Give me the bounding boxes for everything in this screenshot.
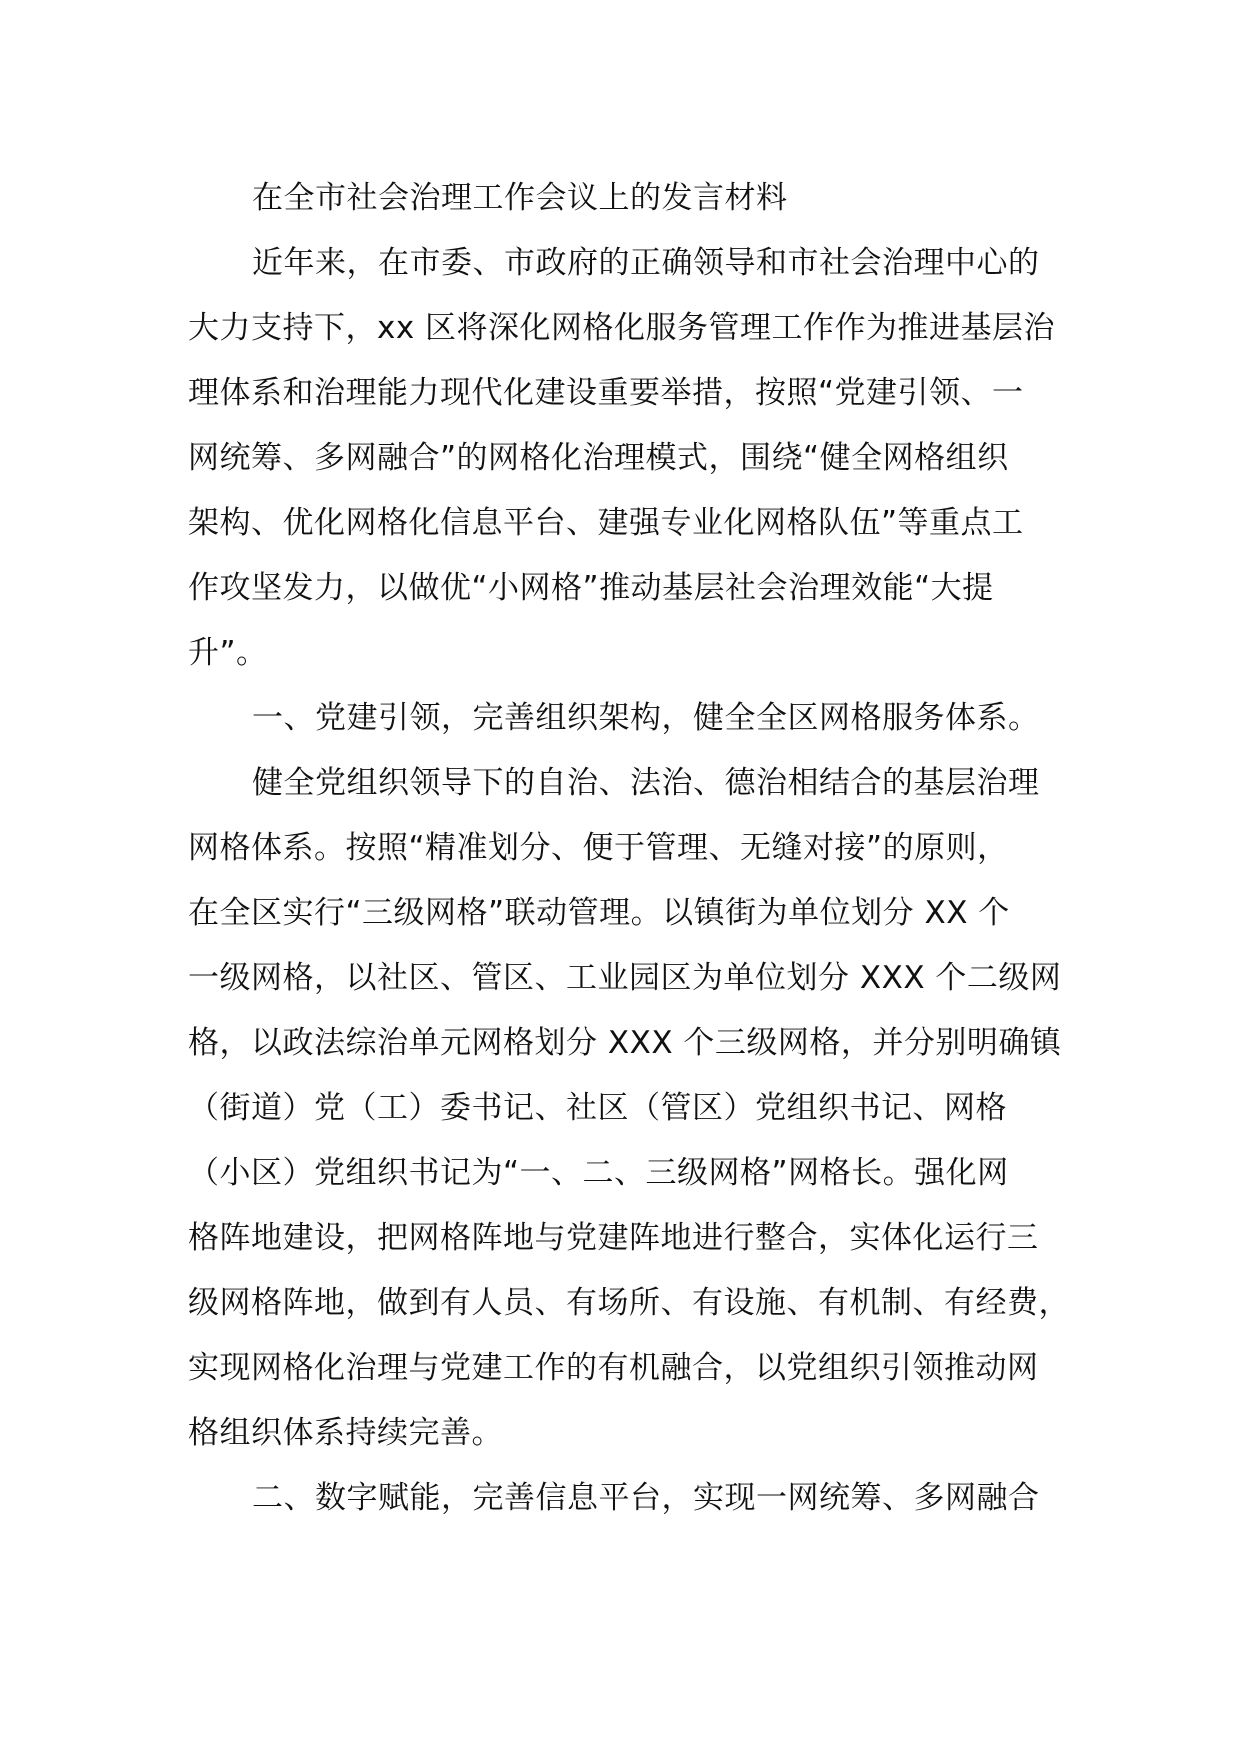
paragraph-line: 作攻坚发力，以做优“小网格”推动基层社会治理效能“大提 — [188, 570, 994, 606]
paragraph-line: 网统筹、多网融合”的网格化治理模式，围绕“健全网格组织 — [188, 440, 1009, 476]
paragraph-line: 格阵地建设，把网格阵地与党建阵地进行整合，实体化运行三 — [188, 1220, 1039, 1256]
paragraph-line: 架构、优化网格化信息平台、建强专业化网格队伍”等重点工 — [188, 505, 1024, 541]
paragraph-line: 一级网格，以社区、管区、工业园区为单位划分 XXX 个二级网 — [188, 960, 1062, 996]
paragraph-line: 网格体系。按照“精准划分、便于管理、无缝对接”的原则， — [188, 830, 1009, 866]
paragraph-line: 格组织体系持续完善。 — [188, 1415, 503, 1451]
document-title: 在全市社会治理工作会议上的发言材料 — [252, 180, 788, 216]
paragraph-line: 健全党组织领导下的自治、法治、德治相结合的基层治理 — [252, 765, 1040, 801]
paragraph-line: 大力支持下，xx 区将深化网格化服务管理工作作为推进基层治 — [188, 310, 1056, 346]
paragraph-line: 级网格阵地，做到有人员、有场所、有设施、有机制、有经费， — [188, 1285, 1070, 1321]
paragraph-line: 理体系和治理能力现代化建设重要举措，按照“党建引领、一 — [188, 375, 1024, 411]
paragraph-line: 升”。 — [188, 635, 268, 671]
section-heading: 二、数字赋能，完善信息平台，实现一网统筹、多网融合 — [252, 1480, 1040, 1516]
paragraph-line: 格，以政法综治单元网格划分 XXX 个三级网格，并分别明确镇 — [188, 1025, 1062, 1061]
paragraph-line: （小区）党组织书记为“一、二、三级网格”网格长。强化网 — [188, 1155, 1009, 1191]
paragraph-line: 近年来，在市委、市政府的正确领导和市社会治理中心的 — [252, 245, 1040, 281]
section-heading: 一、党建引领，完善组织架构，健全全区网格服务体系。 — [252, 700, 1040, 736]
paragraph-line: （街道）党（工）委书记、社区（管区）党组织书记、网格 — [188, 1090, 1007, 1126]
paragraph-line: 实现网格化治理与党建工作的有机融合，以党组织引领推动网 — [188, 1350, 1039, 1386]
paragraph-line: 在全区实行“三级网格”联动管理。以镇街为单位划分 XX 个 — [188, 895, 1010, 931]
